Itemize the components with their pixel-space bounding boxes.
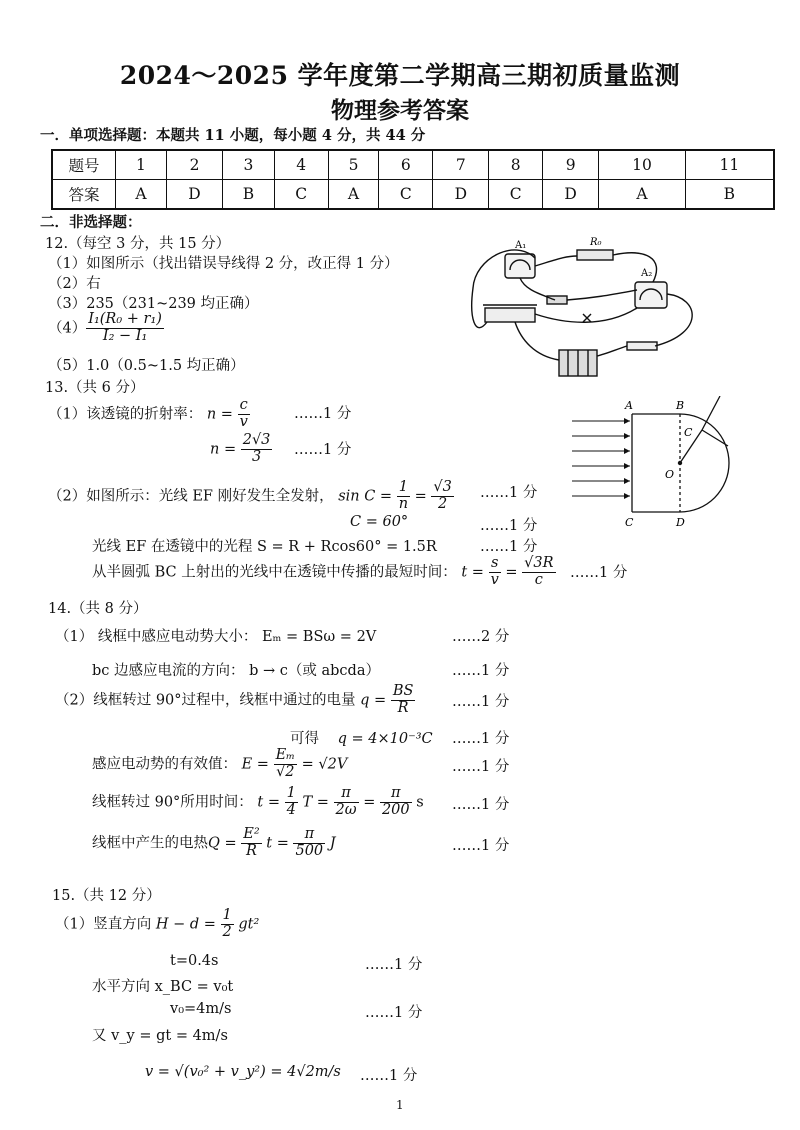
fraction-numerator: π	[334, 786, 359, 803]
q14-l7-fraction2	[293, 827, 325, 860]
label-C-arc: C	[684, 426, 693, 439]
q12-part3: （3）235（231~239 均正确）	[48, 296, 259, 312]
q13-l3-lhs: sin C =	[338, 488, 393, 505]
fraction-denominator: 500	[295, 842, 324, 859]
fraction-numerator: 1	[222, 907, 232, 923]
q12-part5: （5）1.0（0.5~1.5 均正确）	[48, 358, 245, 374]
ammeter-a1	[505, 254, 535, 278]
fraction-denominator: R	[246, 842, 257, 859]
q15-l1-lhs: H − d =	[155, 916, 216, 933]
q15-l1-rhs: gt²	[238, 916, 260, 933]
fraction-numerator: E²	[243, 826, 260, 842]
table-cell: A	[328, 180, 379, 210]
table-cell: 8	[489, 150, 543, 180]
table-cell: C	[274, 180, 328, 210]
q12-part2: （2）右	[48, 276, 101, 292]
table-cell: B	[685, 180, 774, 210]
table-cell: D	[433, 180, 489, 210]
switch	[627, 342, 657, 350]
row-label-number: 题号	[52, 150, 116, 180]
q13-line3	[48, 480, 454, 513]
fraction-numerator: 2√3	[242, 432, 271, 448]
fraction-denominator: 2	[222, 923, 232, 940]
label-D: D	[676, 516, 685, 529]
points-text: ……1 分	[294, 442, 352, 458]
incident-rays	[572, 421, 630, 496]
q12-fraction	[86, 312, 164, 345]
resistor-r0	[577, 250, 613, 260]
points-text: ……1 分	[452, 838, 510, 854]
row-label-answer: 答案	[52, 180, 116, 210]
q14-l6-fraction3	[380, 786, 412, 819]
table-cell: D	[166, 180, 222, 210]
label-A: A	[625, 399, 633, 412]
q14-l7-mid: t =	[266, 835, 289, 852]
fraction-denominator: c	[534, 571, 543, 588]
q13-l3-text: （2）如图所示：光线 EF 刚好发生全发射，	[48, 488, 334, 505]
document-title: 2024～2025 学年度第二学期高三期初质量监测	[119, 61, 681, 90]
points-text: ……2 分	[452, 629, 510, 645]
lens-diagram	[570, 396, 750, 530]
q15-line6: v = √(v₀² + v_y²) = 4√2m/s	[145, 1064, 341, 1080]
q15-header: 15.（共 12 分）	[52, 888, 161, 904]
q12-header: 12.（每空 3 分，共 15 分）	[45, 236, 231, 252]
q13-line5: 光线 EF 在透镜中的光程 S = R + Rcos60° = 1.5R	[92, 539, 437, 555]
fraction-numerator: 1	[286, 785, 296, 801]
q15-l1-text: （1）竖直方向	[55, 916, 152, 933]
q14-line5	[92, 748, 347, 781]
q14-l6-eq: =	[363, 794, 376, 811]
q13-line6	[92, 556, 556, 589]
q14-l5-fraction	[274, 748, 297, 781]
points-text: ……1 分	[452, 759, 510, 775]
q14-l5-rhs: = √2V	[301, 756, 348, 773]
document-subtitle: 物理参考答案	[331, 97, 469, 124]
table-cell: 3	[223, 150, 275, 180]
fraction-denominator: 4	[286, 801, 296, 818]
q14-l6-text: 线框转过 90°所用时间：	[92, 794, 253, 811]
circuit-diagram	[455, 228, 725, 380]
fraction-denominator: I₂ − I₁	[102, 327, 148, 344]
table-cell: D	[543, 180, 599, 210]
q13-line4: C = 60°	[350, 514, 409, 530]
q13-l2-fraction	[241, 433, 273, 466]
q14-l6-unit: s	[416, 794, 424, 811]
points-text: ……1 分	[365, 957, 423, 973]
section2-heading: 二．非选择题：	[40, 214, 142, 231]
table-row-numbers	[52, 150, 774, 180]
q13-line1	[48, 398, 250, 431]
table-cell: A	[599, 180, 686, 210]
fraction-denominator: v	[239, 413, 248, 430]
points-text: ……1 分	[294, 406, 352, 422]
label-r0: R₀	[590, 237, 602, 248]
q14-l7-unit: J	[329, 835, 336, 852]
q13-l1-text: （1）该透镜的折射率：	[48, 406, 203, 423]
points-text: ……1 分	[365, 1005, 423, 1021]
q14-l6-lhs: t =	[257, 794, 281, 811]
q14-l3-text: （2）线框转过 90°过程中，线框中通过的电量	[55, 692, 356, 709]
q13-l6-eq: =	[505, 564, 518, 581]
table-cell: 9	[543, 150, 599, 180]
points-text: ……1 分	[570, 565, 628, 581]
fraction-numerator: Eₘ	[275, 747, 296, 763]
label-a1: A₁	[515, 240, 527, 251]
q13-l6-fraction2	[522, 556, 555, 589]
ammeter-a2	[635, 282, 667, 308]
table-cell: C	[379, 180, 433, 210]
points-text: ……1 分	[452, 797, 510, 813]
table-cell: 4	[274, 150, 328, 180]
q13-line2	[210, 433, 272, 466]
q12-part4-label: （4）	[48, 320, 87, 337]
fraction-denominator: 2	[438, 495, 448, 512]
q13-l2-lhs: n =	[210, 441, 237, 458]
fraction-numerator: BS	[392, 683, 414, 699]
fraction-numerator: √3	[433, 479, 452, 495]
q14-line3	[55, 684, 415, 717]
label-C: C	[625, 516, 634, 529]
q14-l6-mid: T =	[302, 794, 329, 811]
q14-l4-value: q = 4×10⁻³C	[337, 731, 433, 747]
table-cell: 10	[599, 150, 686, 180]
points-text: ……1 分	[452, 731, 510, 747]
section1-heading: 一．单项选择题：本题共 11 小题，每小题 4 分，共 44 分	[40, 127, 426, 144]
q13-l3-eq: =	[414, 488, 427, 505]
q13-l6-lhs: t =	[461, 564, 484, 581]
q13-l6-text: 从半圆弧 BC 上射出的光线中在透镜中传播的最短时间：	[92, 564, 457, 581]
fraction-numerator: π	[380, 786, 412, 803]
fraction-numerator: s	[489, 556, 501, 573]
fraction-denominator: 3	[251, 448, 262, 465]
q14-l5-text: 感应电动势的有效值：	[92, 756, 237, 773]
q14-line4	[290, 727, 433, 748]
q15-l1-fraction	[221, 908, 234, 941]
table-cell: 11	[685, 150, 774, 180]
component	[547, 296, 567, 304]
points-text: ……1 分	[480, 485, 538, 501]
points-text: ……1 分	[452, 663, 510, 679]
q13-header: 13.（共 6 分）	[45, 380, 145, 396]
q14-l7-lhs: Q =	[208, 835, 237, 852]
fraction-numerator: c	[238, 398, 250, 415]
fraction-denominator: n	[398, 495, 409, 512]
q14-header: 14.（共 8 分）	[48, 601, 148, 617]
label-O: O	[665, 468, 675, 481]
q14-line7	[92, 827, 336, 860]
q15-line1	[55, 908, 259, 941]
q15-line4: v₀=4m/s	[170, 1001, 232, 1017]
q14-line6	[92, 786, 424, 819]
points-text: ……1 分	[480, 539, 538, 555]
fraction-numerator: √3R	[524, 555, 554, 571]
fraction-denominator: R	[397, 699, 409, 716]
table-cell: 5	[328, 150, 379, 180]
table-cell: 6	[379, 150, 433, 180]
q12-part1: （1）如图所示（找出错误导线得 2 分，改正得 1 分）	[48, 256, 399, 272]
fraction-denominator: √2	[276, 763, 295, 780]
fraction-numerator: 1	[397, 480, 410, 497]
q14-line1: （1） 线框中感应电动势大小： Eₘ = BSω = 2V	[55, 629, 377, 645]
q13-l1-lhs: n =	[206, 406, 233, 423]
q15-line2: t=0.4s	[170, 953, 219, 969]
table-cell: 1	[116, 150, 167, 180]
q14-l6-fraction2	[334, 786, 359, 819]
q14-l7-fraction1	[241, 827, 261, 860]
answer-table	[51, 149, 775, 210]
q13-l1-fraction	[238, 398, 250, 431]
label-B: B	[676, 399, 685, 412]
q14-l3-lhs: q =	[360, 692, 387, 709]
fraction-denominator: 200	[381, 801, 410, 818]
q12-part4	[48, 312, 164, 345]
fraction-numerator: π	[293, 827, 325, 844]
table-cell: 7	[433, 150, 489, 180]
q15-line5: 又 v_y = gt = 4m/s	[92, 1028, 228, 1044]
q15-line3: 水平方向 x_BC = v₀t	[92, 979, 234, 995]
table-cell: B	[223, 180, 275, 210]
points-text: ……1 分	[452, 694, 510, 710]
page-number: 1	[396, 1098, 404, 1112]
points-text: ……1 分	[360, 1068, 418, 1084]
q14-l4-text: 可得	[290, 731, 319, 747]
table-cell: 2	[166, 150, 222, 180]
table-cell: A	[116, 180, 167, 210]
fraction-denominator: 2ω	[335, 801, 357, 818]
label-a2: A₂	[641, 268, 653, 279]
q13-l3-fraction1	[397, 480, 410, 513]
rheostat	[485, 308, 535, 322]
fraction-numerator: I₁(R₀ + r₁)	[88, 311, 162, 327]
table-cell: C	[489, 180, 543, 210]
q14-l7-text: 线框中产生的电热	[92, 835, 208, 852]
q14-l5-lhs: E =	[241, 756, 269, 773]
table-row-answers	[52, 180, 774, 210]
q13-l6-fraction1	[489, 556, 501, 589]
fraction-denominator: v	[490, 571, 499, 588]
q14-l6-fraction1	[285, 786, 298, 819]
points-text: ……1 分	[480, 518, 538, 534]
q14-line2: bc 边感应电流的方向： b → c（或 abcda）	[92, 663, 380, 679]
q13-l3-fraction2	[431, 480, 453, 513]
q14-l3-fraction	[391, 684, 416, 717]
